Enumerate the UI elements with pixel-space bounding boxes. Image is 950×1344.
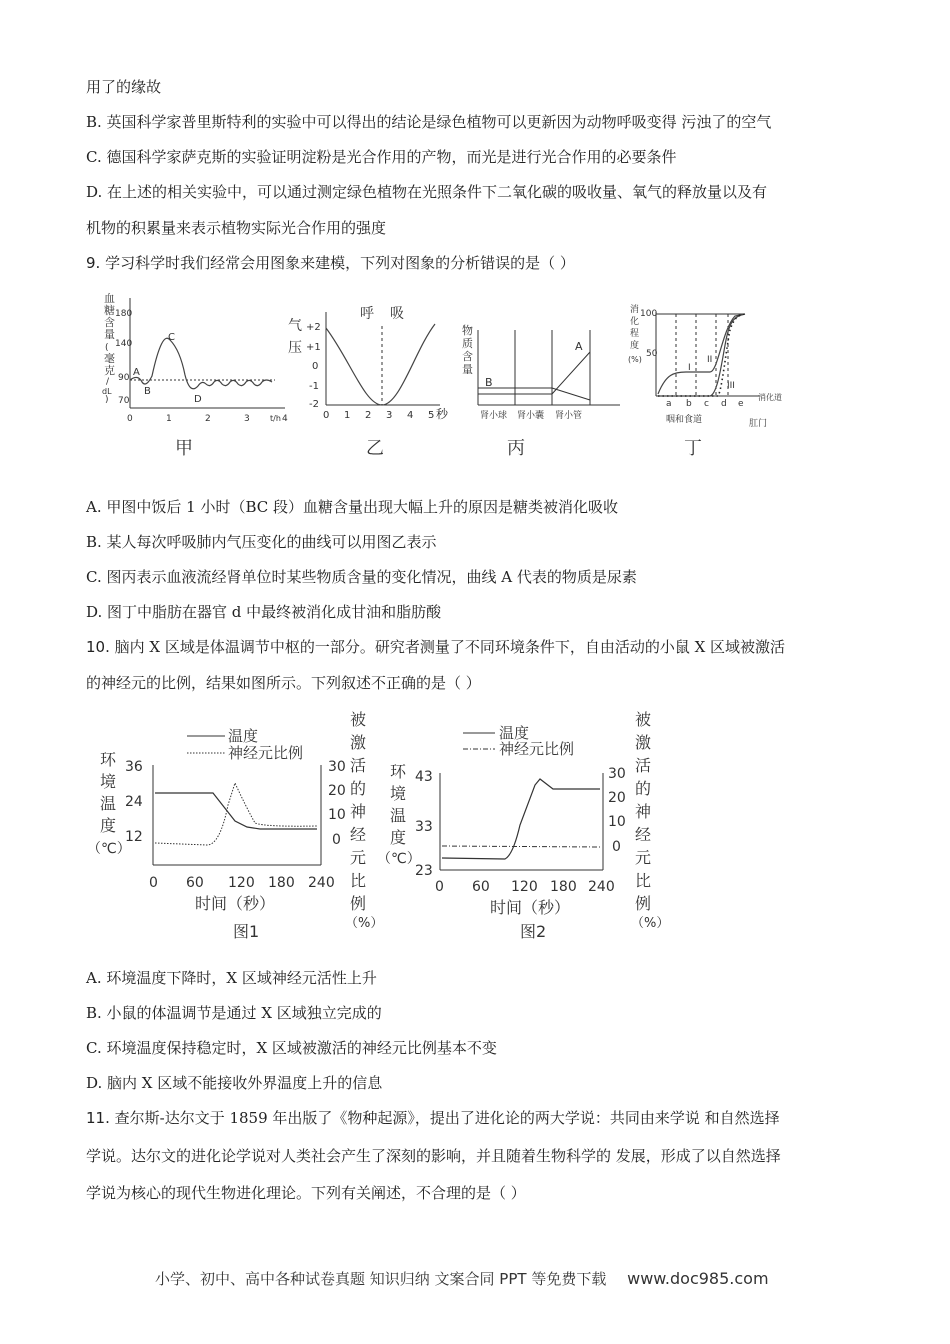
fig1-ylabel-4: （℃） [87,841,131,857]
fig1-xtick-60: 60 [186,875,204,891]
ding-ytick-100: 100 [640,309,658,319]
jia-ylabel-0: 血 [104,292,115,305]
fig1-legend-neuron: 神经元比例 [228,744,304,762]
fig1-xtick-120: 120 [228,875,255,891]
q9-option-b: B. 某人每次呼吸肺内气压变化的曲线可以用图乙表示 [86,533,437,551]
fig1-ylabel-0: 环 [100,750,117,769]
q11-number: 11. [86,1109,110,1127]
q10-stem [86,636,785,657]
jia-xtick-4: 4 [282,414,288,424]
ding-ylabel-2: 程 [630,329,640,339]
q10-option-c: C. 环境温度保持稳定时，X 区域被激活的神经元比例基本不变 [86,1039,497,1057]
fig2-yrlabel-6: 元 [635,848,652,867]
bing-ylabel-0: 物 [462,324,473,337]
q8-option-c: C. 德国科学家萨克斯的实验证明淀粉是光合作用的产物，而光是进行光合作用的必要条件 [86,148,677,166]
page-footer [155,1268,769,1289]
fig1-yrlabel-3: 的 [350,779,367,798]
q9-option-d: D. 图丁中脂肪在器官 d 中最终被消化成甘油和脂肪酸 [86,603,442,621]
fig2-yright-10: 10 [608,814,626,830]
footer-text: 小学、初中、高中各种试卷真题 知识归纳 文案合同 PPT 等免费下载 [155,1270,607,1288]
fig2-yright-30: 30 [608,766,626,782]
q8-continuation: 用了的缘故 [86,78,162,96]
fig1-yleft-36: 36 [125,759,143,775]
jia-ylabel-7: / [106,377,110,387]
bing-caption: 丙 [507,438,525,459]
fig2-xtick-60: 60 [472,879,490,895]
ding-organ-a: a [666,399,672,409]
jia-ylabel-3: 量 [104,328,115,341]
bing-xtick-tubule: 肾小管 [555,411,583,421]
q10-option-b: B. 小鼠的体温调节是通过 X 区域独立完成的 [86,1004,382,1022]
yi-ytick-m1: -1 [309,381,319,392]
fig1-yrlabel-1: 激 [350,733,367,752]
q11-stem-line3: 学说为核心的现代生物进化理论。下列有关阐述，不合理的是（ ） [86,1184,526,1202]
bing-line-a: A [575,340,583,353]
ding-curve-1: I [688,363,691,373]
fig1-ylabel-1: 境 [100,772,117,791]
q10-stem-cont: 的神经元的比例，结果如图所示。下列叙述不正确的是（ ） [86,674,481,692]
q8-option-d: D. 在上述的相关实验中，可以通过测定绿色植物在光照条件下二氧化碳的吸收量、氧气的释放量以及有 [86,183,768,201]
fig1-yright-30: 30 [328,759,346,775]
ding-caption: 丁 [684,438,702,459]
fig2-ylabel-3: 度 [390,828,407,847]
jia-ylabel-9: ) [105,395,109,405]
q9-number: 9. [86,254,101,272]
ding-label-tract: 消化道 [758,393,782,402]
ding-ytick-50: 50 [646,349,658,359]
yi-xtick-1: 1 [344,410,351,421]
yi-xtick-0: 0 [323,410,330,421]
ding-organ-b: b [686,399,692,409]
yi-ytick-0: 0 [312,361,319,372]
fig1-yrlabel-4: 神 [350,802,367,821]
fig2-ylabel-0: 环 [390,762,407,781]
fig1-yleft-12: 12 [125,829,143,845]
fig2-yrlabel-7: 比 [635,871,652,890]
ding-organ-c: c [704,399,709,409]
q11-stem-text-1: 查尔斯-达尔文于 1859 年出版了《物种起源》，提出了进化论的两大学说：共同由来学说 和自然选择 [109,1109,780,1127]
jia-xtick-1: 1 [166,414,172,424]
fig2-xtick-240: 240 [588,879,615,895]
q10-option-a: A. 环境温度下降时，X 区域神经元活性上升 [86,969,377,987]
fig2-yrlabel-0: 被 [635,710,652,729]
q9-stem [86,252,575,273]
jia-point-d: D [194,394,202,405]
footer-url-link[interactable]: www.doc985.com [627,1269,769,1288]
yi-ytick-p2: +2 [306,322,321,333]
jia-ytick-90: 90 [118,373,130,383]
q11-stem-line2: 学说。达尔文的进化论学说对人类社会产生了深刻的影响，并且随着生物科学的 发展，形成了以自然选择 [86,1147,781,1165]
jia-xtick-0: 0 [127,414,133,424]
fig2-legend-temp: 温度 [499,724,530,742]
fig2-ylabel-2: 温 [390,806,407,825]
fig2-yleft-23: 23 [415,863,433,879]
figure-2 [377,710,669,941]
yi-xtick-4: 4 [407,410,414,421]
q10-stem-text-1: 脑内 X 区域是体温调节中枢的一部分。研究者测量了不同环境条件下，自由活动的小鼠 X 区域被激活 [109,638,786,656]
yi-phase-inhale: 吸 [390,306,404,322]
fig1-yright-20: 20 [328,783,346,799]
fig1-yrlabel-2: 活 [350,756,367,775]
yi-ylabel-1: 压 [288,340,302,356]
q10-option-d: D. 脑内 X 区域不能接收外界温度上升的信息 [86,1074,383,1092]
fig2-yleft-33: 33 [415,819,433,835]
fig2-caption: 图2 [520,922,547,941]
q9-figures [90,290,820,465]
jia-ylabel-4: ( [105,343,109,353]
ding-ylabel-4: (%) [628,355,642,364]
q9-stem-text: 学习科学时我们经常会用图象来建模，下列对图象的分析错误的是（ ） [100,254,575,272]
figure-bing [462,323,620,459]
yi-ylabel-0: 气 [288,318,302,334]
q11-stem [86,1107,780,1128]
fig1-yrlabel-6: 元 [350,848,367,867]
jia-ylabel-5: 毫 [104,352,115,365]
ding-organ-e: e [738,399,744,409]
fig2-ylabel-4: （℃） [377,851,421,867]
fig2-yrlabel-8: 例 [635,894,652,913]
fig1-yrlabel-7: 比 [350,871,367,890]
fig2-yrlabel-2: 活 [635,756,652,775]
bing-ylabel-1: 质 [462,337,473,350]
fig2-xtick-180: 180 [550,879,577,895]
yi-xtick-2: 2 [365,410,372,421]
jia-xtick-2: 2 [205,414,211,424]
ding-curve-3: III [727,381,735,391]
ding-curve-2: II [707,355,713,365]
yi-ytick-m2: -2 [309,399,319,410]
yi-xunit: 秒 [436,407,449,421]
fig1-xtick-180: 180 [268,875,295,891]
fig2-yrlabel-9: （%） [631,916,670,931]
bing-xtick-capsule: 肾小囊 [517,411,545,421]
yi-ytick-p1: +1 [306,342,321,353]
bing-ylabel-2: 含 [462,350,473,363]
ding-organ-d: d [721,399,727,409]
figure-ding [628,303,782,459]
fig2-legend-neuron: 神经元比例 [499,740,575,758]
fig1-yright-0: 0 [332,832,341,848]
fig1-legend-temp: 温度 [228,727,259,745]
ding-ylabel-0: 消 [630,305,640,315]
jia-point-c: C [168,332,175,343]
fig2-yleft-43: 43 [415,769,433,785]
bing-line-b: B [485,376,493,389]
fig2-yright-20: 20 [608,790,626,806]
jia-point-b: B [144,386,151,397]
ding-ylabel-3: 度 [630,341,640,351]
fig1-yright-10: 10 [328,807,346,823]
q8-option-d-cont: 机物的积累量来表示植物实际光合作用的强度 [86,219,387,237]
yi-caption: 乙 [366,438,384,459]
fig1-xtick-240: 240 [308,875,335,891]
bing-ylabel-3: 量 [462,363,473,376]
fig2-xlabel: 时间（秒） [490,898,571,917]
bing-xtick-glomerulus: 肾小球 [480,411,508,421]
fig1-yrlabel-5: 经 [350,825,367,844]
jia-ylabel-8: dL [102,387,112,396]
yi-xtick-5: 5 [428,410,435,421]
fig2-yrlabel-5: 经 [635,825,652,844]
q10-number: 10. [86,638,110,656]
jia-ylabel-2: 含 [104,316,115,329]
yi-phase-exhale: 呼 [360,306,374,322]
fig1-ylabel-3: 度 [100,816,117,835]
q8-option-b: B. 英国科学家普里斯特利的实验中可以得出的结论是绿色植物可以更新因为动物呼吸变得 污浊了的空气 [86,113,772,131]
figure-yi [288,306,449,459]
fig1-ylabel-2: 温 [100,794,117,813]
yi-xtick-3: 3 [386,410,393,421]
jia-xunit: t/h [270,414,281,423]
jia-caption: 甲 [175,438,193,459]
jia-ylabel-6: 克 [104,364,115,377]
fig1-yleft-24: 24 [125,794,143,810]
jia-ytick-70: 70 [118,396,130,406]
fig2-yrlabel-3: 的 [635,779,652,798]
fig2-xtick-0: 0 [435,879,444,895]
q9-option-a: A. 甲图中饭后 1 小时（BC 段）血糖含量出现大幅上升的原因是糖类被消化吸收 [86,498,618,516]
fig1-yrlabel-0: 被 [350,710,367,729]
jia-xtick-3: 3 [244,414,250,424]
figure-jia [102,292,288,459]
fig1-xtick-0: 0 [149,875,158,891]
ding-label-pharynx: 咽和食道 [666,415,703,425]
figure-1 [87,710,383,941]
ding-label-anus: 肛门 [749,419,768,429]
q9-option-c: C. 图丙表示血液流经肾单位时某些物质含量的变化情况，曲线 A 代表的物质是尿素 [86,568,637,586]
fig2-yrlabel-4: 神 [635,802,652,821]
fig2-xtick-120: 120 [511,879,538,895]
fig1-caption: 图1 [233,922,260,941]
q10-figures [87,705,675,945]
fig1-yrlabel-9: （%） [345,916,384,931]
fig1-yrlabel-8: 例 [350,894,367,913]
fig2-yright-0: 0 [612,839,621,855]
fig1-xlabel: 时间（秒） [195,894,276,913]
fig2-yrlabel-1: 激 [635,733,652,752]
jia-point-a: A [133,367,140,378]
jia-ytick-140: 140 [115,339,133,349]
ding-ylabel-1: 化 [630,317,640,327]
jia-ytick-180: 180 [115,309,133,319]
jia-ylabel-1: 糖 [104,304,115,317]
fig2-ylabel-1: 境 [390,784,407,803]
